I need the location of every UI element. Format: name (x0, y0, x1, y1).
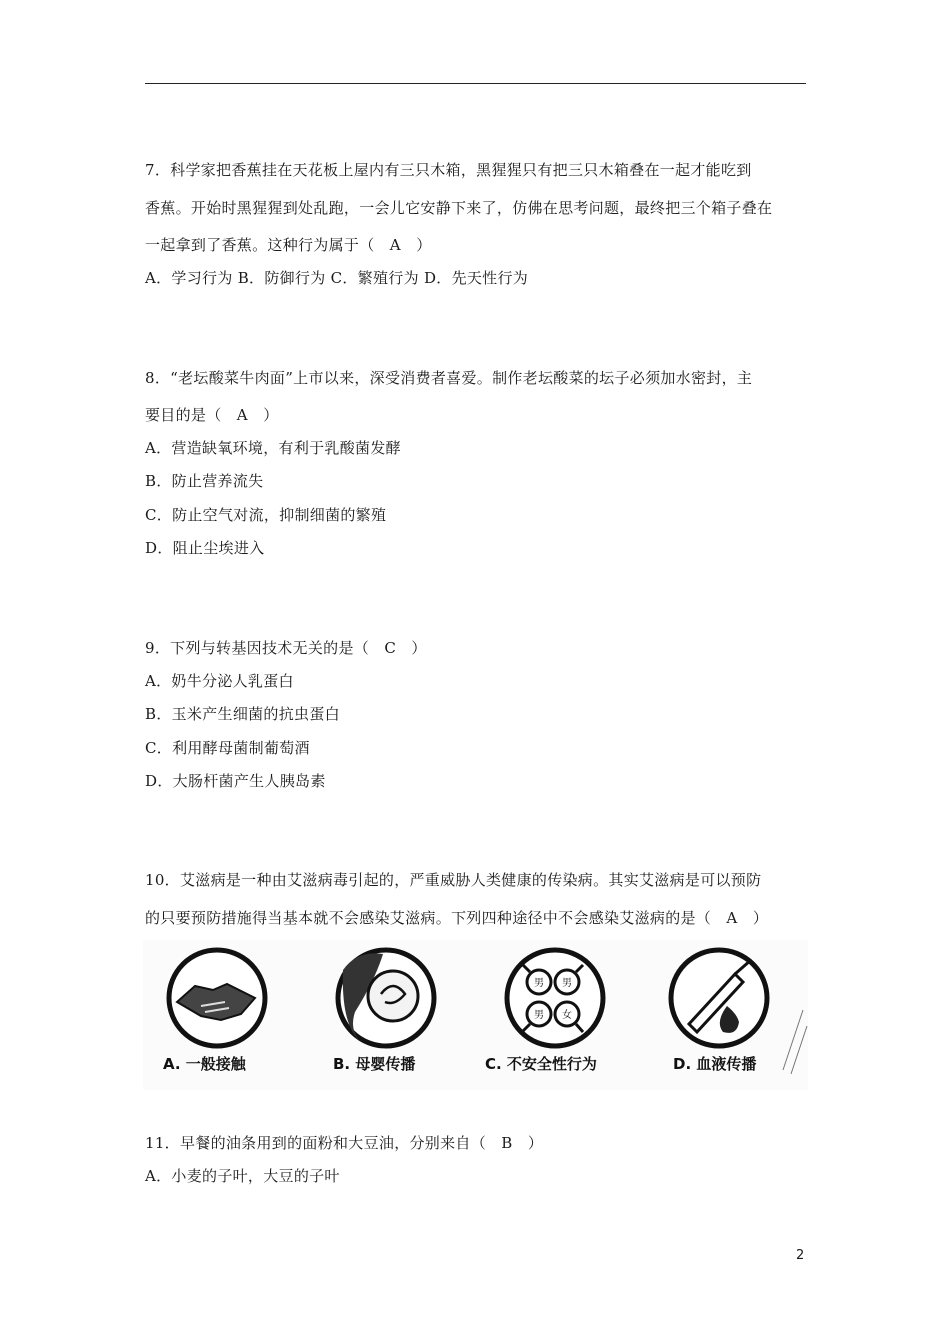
hiv-transmission-figure (143, 940, 808, 1090)
q11-option-a: A．小麦的子叶，大豆的子叶 (145, 1167, 340, 1185)
figure-label-c: C. 不安全性行为 (485, 1055, 597, 1073)
q8-option-a: A．营造缺氧环境，有利于乳酸菌发酵 (145, 439, 401, 457)
q10-stem-line-2: 的只要预防措施得当基本就不会感染艾滋病。下列四种途径中不会感染艾滋病的是（ A ） (145, 909, 769, 927)
q9-option-c: C．利用酵母菌制葡萄酒 (145, 739, 310, 757)
q9-option-d: D．大肠杆菌产生人胰岛素 (145, 772, 326, 790)
q10-stem-line-1: 10．艾滋病是一种由艾滋病毒引起的，严重威胁人类健康的传染病。其实艾滋病是可以预防 (145, 871, 762, 889)
figure-label-b: B. 母婴传播 (333, 1055, 416, 1073)
q7-stem-line-3: 一起拿到了香蕉。这种行为属于（ A ） (145, 236, 432, 254)
q8-option-b: B．防止营养流失 (145, 472, 264, 490)
q8-option-d: D．阻止尘埃进入 (145, 539, 265, 557)
syringe-blood-icon (671, 950, 767, 1046)
q11-stem: 11．早餐的油条用到的面粉和大豆油，分别来自（ B ） (145, 1134, 544, 1152)
handshake-icon (169, 950, 265, 1046)
q7-options: A．学习行为 B．防御行为 C．繁殖行为 D．先天性行为 (145, 269, 529, 287)
q7-stem-line-2: 香蕉。开始时黑猩猩到处乱跑，一会儿它安静下来了，仿佛在思考问题，最终把三个箱子叠在 (145, 199, 773, 217)
gender-badge-2: 男 (562, 978, 572, 989)
mother-baby-icon (338, 950, 434, 1046)
gender-symbols-icon (507, 950, 603, 1046)
gender-badge-1: 男 (534, 978, 544, 989)
figure-label-d: D. 血液传播 (673, 1055, 757, 1073)
q8-stem-line-1: 8．“老坛酸菜牛肉面”上市以来，深受消费者喜爱。制作老坛酸菜的坛子必须加水密封，主 (145, 369, 753, 387)
q9-option-a: A．奶牛分泌人乳蛋白 (145, 672, 294, 690)
q7-stem-line-1: 7．科学家把香蕉挂在天花板上屋内有三只木箱，黑猩猩只有把三只木箱叠在一起才能吃到 (145, 161, 752, 179)
q9-stem: 9．下列与转基因技术无关的是（ C ） (145, 639, 427, 657)
page-number: 2 (796, 1248, 805, 1263)
gender-badge-3: 男 (534, 1010, 544, 1021)
gender-badge-4: 女 (562, 1010, 572, 1021)
q9-option-b: B．玉米产生细菌的抗虫蛋白 (145, 705, 340, 723)
header-rule (145, 83, 806, 84)
q8-option-c: C．防止空气对流，抑制细菌的繁殖 (145, 506, 387, 524)
q8-stem-line-2: 要目的是（ A ） (145, 406, 279, 424)
figure-label-a: A. 一般接触 (163, 1055, 246, 1073)
